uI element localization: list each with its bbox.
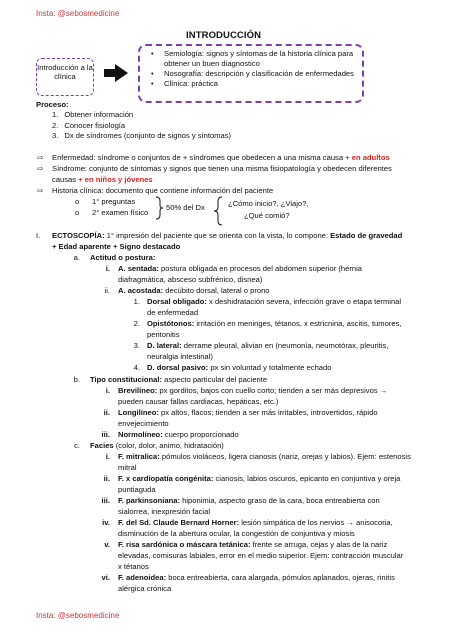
- facies-item-cont: mitral: [118, 463, 137, 472]
- question-2: ¿Qué comió?: [244, 211, 290, 220]
- facies-item: F. del Sd. Claude Bernard Horner: lesión simpática de los nervios → anisocoria,: [118, 518, 393, 527]
- ecto-line2: + Edad aparente + Signo destacado: [52, 242, 181, 251]
- proceso-heading: Proceso:: [36, 100, 69, 109]
- tipo-item-cont: pueden causar fallas cardiacas, hepáticas, etc.): [118, 397, 279, 406]
- list-marker: 1.: [133, 297, 140, 306]
- list-marker: ii.: [103, 474, 110, 483]
- facies-item: F. parkinsoniana: hiponimia, aspecto graso de la cara, boca entreabierta con: [118, 496, 380, 505]
- facies-item-cont: x tétanos: [118, 562, 149, 571]
- list-marker: i.: [105, 386, 110, 395]
- proceso-step: 2. Conocer fisiología: [52, 121, 126, 130]
- intro-box: [36, 58, 94, 96]
- outline-arrow-icon: ⇨: [37, 164, 44, 173]
- list-marker: ii.: [104, 286, 110, 295]
- tipo-item: Brevilíneo: px gorditos, bajos con cuello corto; tienden a ser más depresivos →: [118, 386, 388, 395]
- intro-box-text: Introducción a la clínica: [37, 63, 93, 82]
- def-historia: Historia clínica: documento que contiene información del paciente: [52, 186, 274, 195]
- def-sindrome-cont: causas + en niños y jóvenes: [52, 175, 153, 184]
- outline-arrow-icon: ⇨: [37, 186, 44, 195]
- tipo-item: Longilíneo: px altos, flacos; tienden a ser más irritables, introvertidos, rápido: [118, 408, 378, 417]
- proceso-step: 3. Dx de síndromes (conjunto de signos y síntomas): [52, 131, 232, 140]
- circle-bullet: o: [75, 197, 80, 206]
- footer-tag: Insta: @sebosmedicine: [36, 611, 120, 620]
- diagram-item: • Clínica: práctica: [151, 79, 219, 89]
- facies-item-cont: sialorrea, inexpresión facial: [118, 507, 211, 516]
- diagram-item: • Nosografía: descripción y clasificación de enfermedades: [151, 69, 354, 79]
- actitud-heading: Actitud o postura:: [90, 253, 156, 262]
- facies-item: F. adenoidea: boca entreabierta, cara alargada, pómulos aplanados, ojeras, rinitis: [118, 573, 395, 582]
- circle-bullet: o: [75, 208, 80, 217]
- list-marker: iv.: [102, 518, 110, 527]
- examen: 2° examen físico: [92, 208, 149, 217]
- header-tag: Insta: @sebosmedicine: [36, 9, 120, 18]
- list-marker: 3.: [133, 341, 140, 350]
- ecto-line: ECTOSCOPÍA: 1° impresión del paciente que se orienta con la vista, lo compone: Estado de gravedad: [52, 231, 403, 240]
- outline-arrow-icon: ⇨: [37, 153, 44, 162]
- page-title: INTRODUCCIÓN: [186, 30, 262, 41]
- list-marker: iii.: [101, 430, 110, 439]
- diagram-item-text: Semiología: signos y síntomas de la historia clínica para obtener un buen diagnostico: [164, 49, 354, 69]
- facies-heading: Facies (color, dolor, animo, hidratación): [90, 441, 224, 450]
- sub-item-cont: peritonitis: [147, 330, 180, 339]
- facies-item: F. mitralica: pómulos violáceos, ligera cianosis (nariz, orejas y labios). Ejem: estenosis: [118, 452, 411, 461]
- sub-item-cont: de enfermedad: [147, 308, 199, 317]
- list-marker: 4.: [133, 363, 140, 372]
- facies-item: F. x cardiopatía congénita: cianosis, labios oscuros, epicanto en conjuntiva y oreja: [118, 474, 401, 483]
- diagram-item-text: Clínica: práctica: [164, 79, 219, 89]
- facies-item-cont: elevadas, comisuras labiales, error en el medio superior. Ejem: contracción muscular: [118, 551, 404, 560]
- sub-item-cont: neuralgia intestinal): [147, 352, 213, 361]
- tipo-heading: Tipo constitucional: aspecto particular del paciente: [90, 375, 268, 384]
- preguntas: 1° preguntas: [92, 197, 136, 206]
- list-marker: ii.: [103, 408, 110, 417]
- actitud-sentada: A. sentada: postura obligada en procesos del abdomen superior (hernia: [118, 264, 362, 273]
- arrow-right-icon: [104, 64, 128, 82]
- diagram-item: • Semiología: signos y síntomas de la historia clínica para obtener un buen diagnostico: [151, 49, 354, 69]
- porcentaje: 50% del Dx: [166, 203, 205, 212]
- list-marker: a.: [73, 253, 80, 262]
- list-marker: b.: [73, 375, 80, 384]
- list-marker: i.: [105, 264, 110, 273]
- question-1: ¿Cómo inicio?, ¿Viajo?,: [228, 199, 309, 208]
- list-marker: c.: [74, 441, 80, 450]
- list-marker: v.: [104, 540, 110, 549]
- diagram-item-text: Nosografía: descripción y clasificación de enfermedades: [164, 69, 354, 79]
- list-marker: iii.: [101, 496, 110, 505]
- actitud-sentada-cont: diafragmática, absceso subfrénico, disnea): [118, 275, 263, 284]
- proceso-step: 1. Obtener información: [52, 110, 134, 119]
- list-marker: vi.: [101, 573, 110, 582]
- diagram-list: [147, 49, 357, 89]
- def-enfermedad: Enfermedad: síndrome o conjuntos de + síndromes que obedecen a una misma causa + en adultos: [52, 153, 390, 162]
- tipo-item: Normolíneo: cuerpo proporcionado: [118, 430, 239, 439]
- def-sindrome: Síndrome: conjunto de síntomas y signos que tienen una misma fisiopatología y obedecen diferentes: [52, 164, 392, 173]
- list-marker: 2.: [133, 319, 140, 328]
- sub-item: Dorsal obligado: x deshidratación severa, infección grave o etapa terminal: [147, 297, 402, 306]
- list-marker: i.: [105, 452, 110, 461]
- tipo-item-cont: envejecimiento: [118, 419, 169, 428]
- section-number: I.: [36, 231, 41, 240]
- facies-item-cont: alérgica crónica: [118, 584, 172, 593]
- sub-item: Opistótonos: irritación en meninges, tétanos, x estricnina, ascitis, tumores,: [147, 319, 402, 328]
- sub-item: D. lateral: derrame pleural, alivian en (neumonía, neumotórax, pleuritis,: [147, 341, 389, 350]
- actitud-acostada: A. acostada: decúbito dorsal, lateral o prono: [118, 286, 270, 295]
- sub-item: D. dorsal pasivo: px sin voluntad y totalmente echado: [147, 363, 332, 372]
- facies-item: F. risa sardónica o máscara tetánica: frente se arruga, cejas y alas de la nariz: [118, 540, 388, 549]
- facies-item-cont: disminución de la abertura ocular, la congestión de conjuntiva y miosis: [118, 529, 355, 538]
- brace-icon: [154, 196, 164, 220]
- brace-icon: [212, 196, 226, 226]
- facies-item-cont: puntiaguda: [118, 485, 156, 494]
